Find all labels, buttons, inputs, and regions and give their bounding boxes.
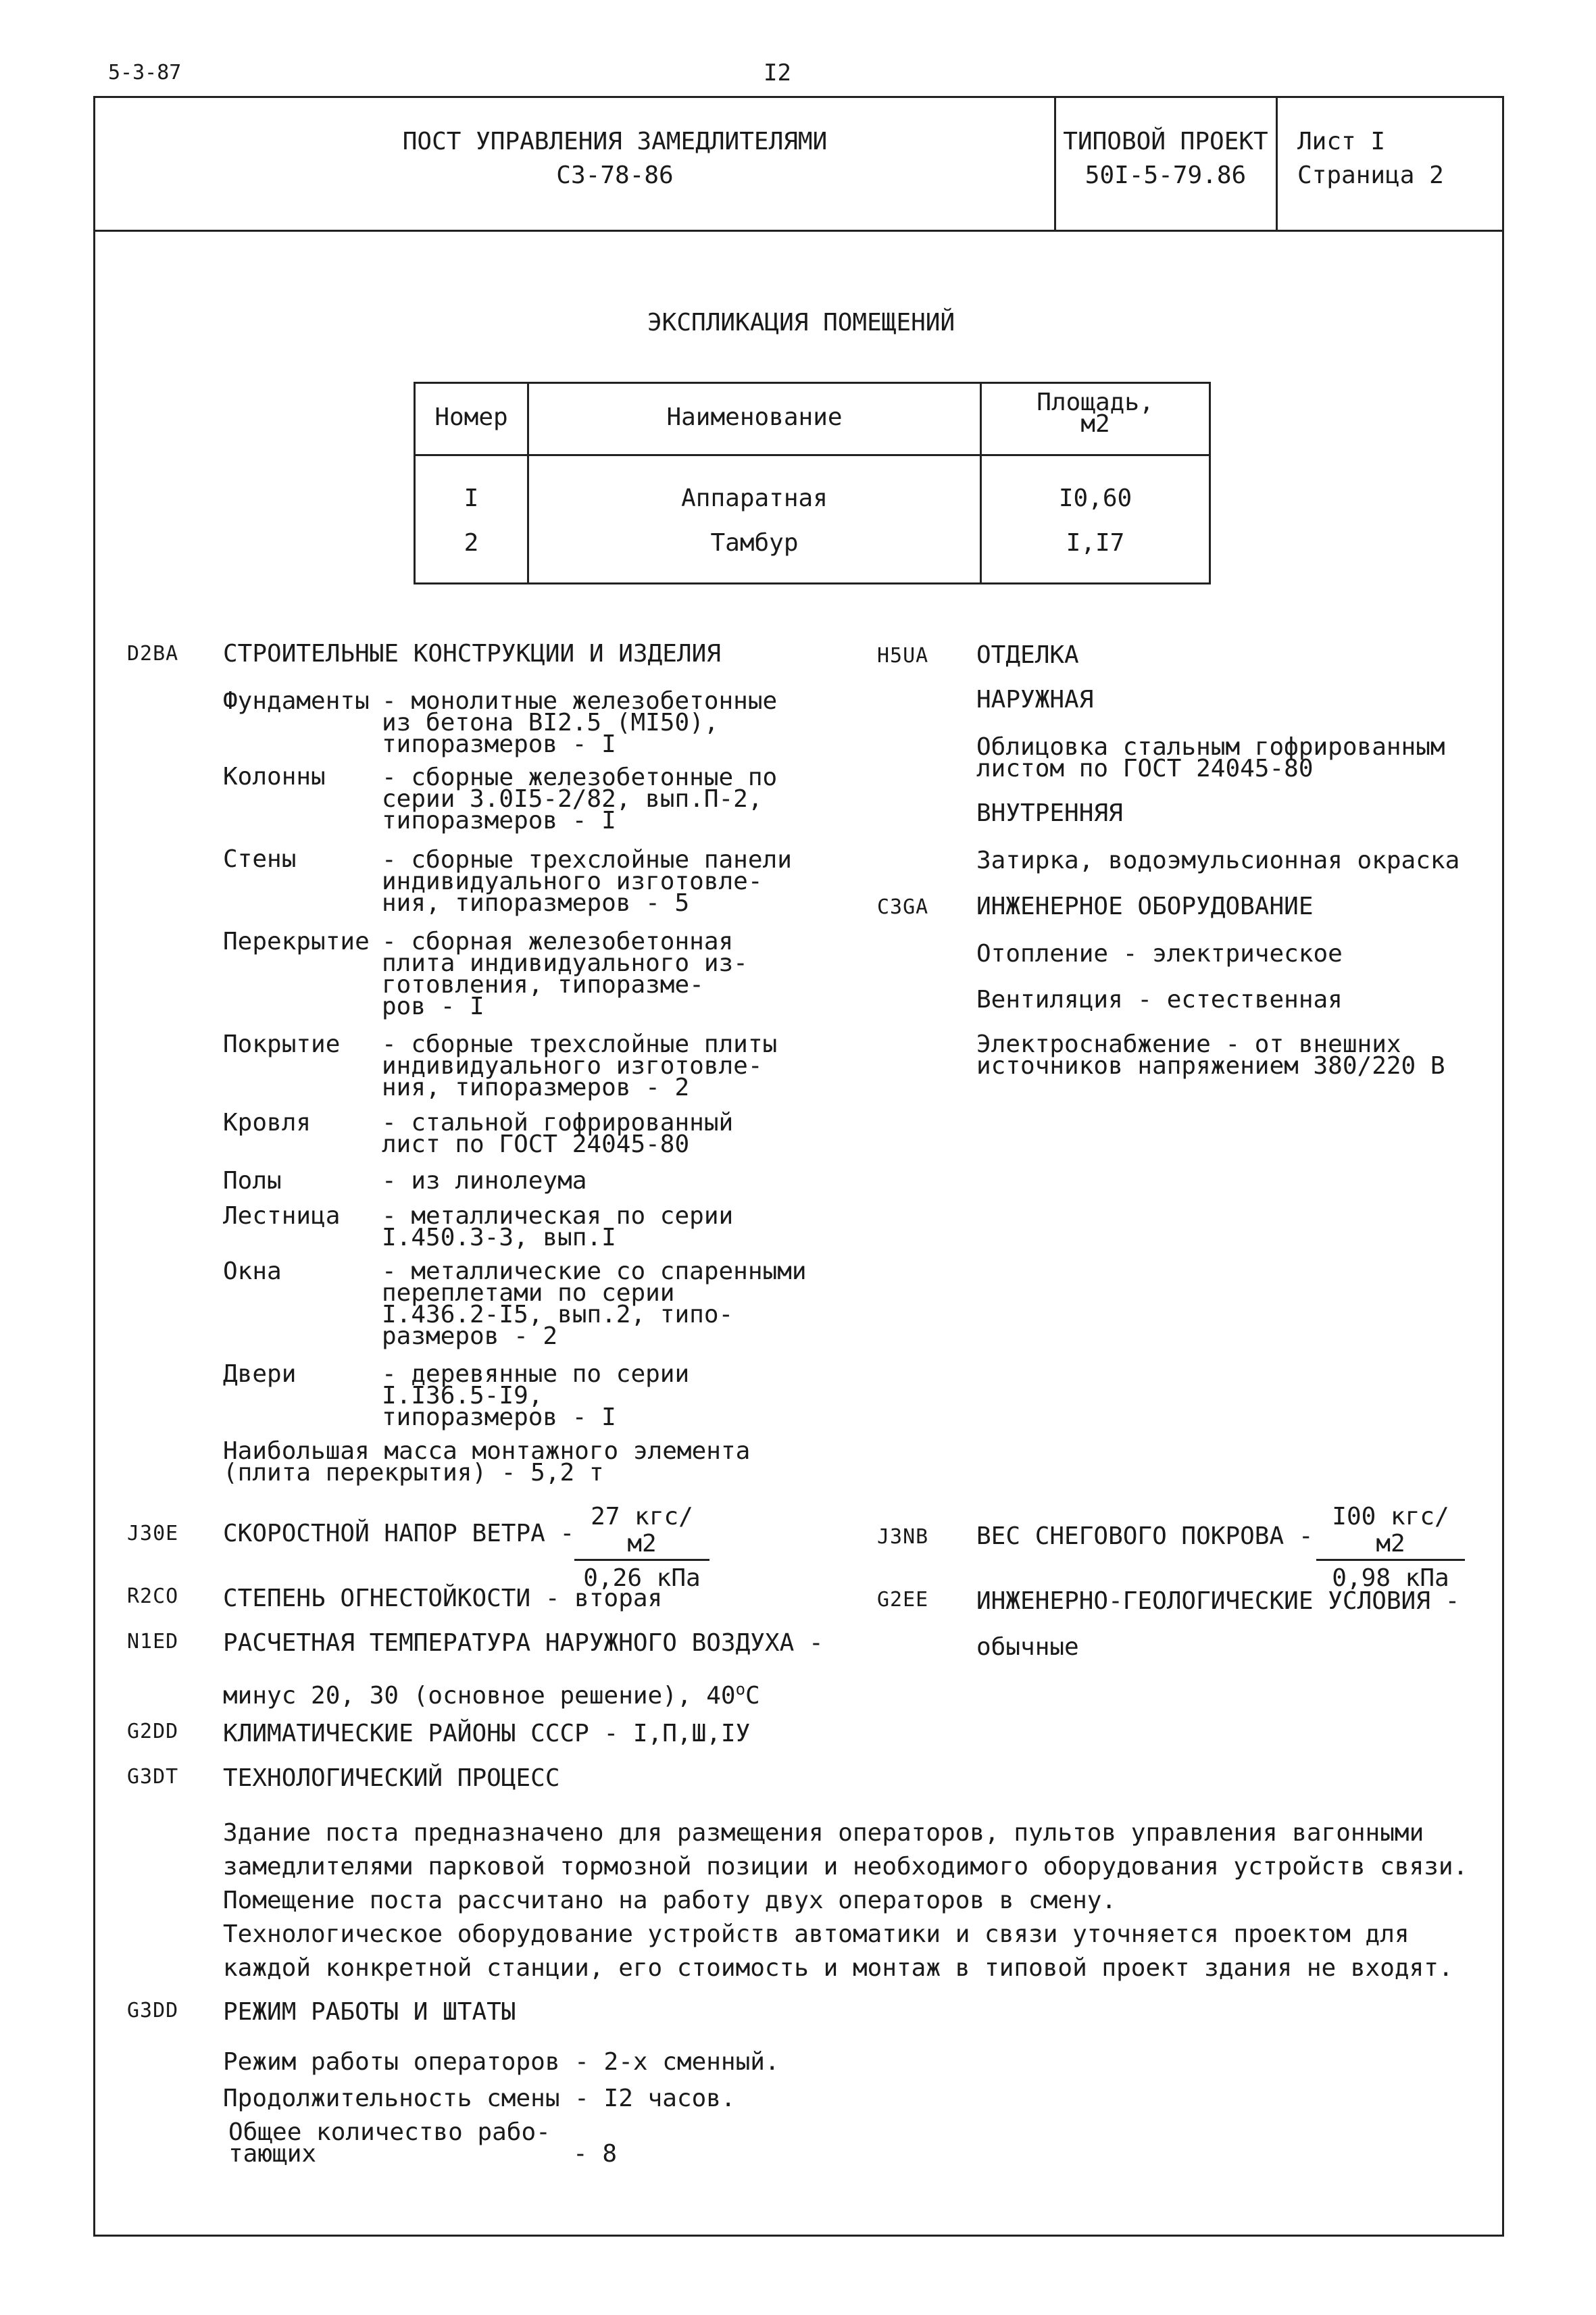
wind-load-kgs: 27 кгс/м2 [574, 1503, 709, 1561]
regime-shifts: Режим работы операторов - 2-х сменный. [223, 2048, 780, 2076]
sheet-number: Лист I [1297, 128, 1386, 155]
finishing-heading: ОТДЕЛКА [976, 641, 1079, 669]
code-g2dd: G2DD [127, 1720, 179, 1743]
table-row-2-number: 2 [464, 529, 479, 557]
table-row-1-name: Аппаратная [681, 484, 828, 512]
construction-label-walls: Стены [223, 845, 297, 873]
staff-count-label: Общее количество рабо- тающих [228, 2118, 551, 2168]
code-j30e: J30E [127, 1522, 179, 1545]
temperature-line-2 [223, 1676, 760, 1710]
construction-label-columns: Колонны [223, 763, 326, 791]
engineering-heading: ИНЖЕНЕРНОЕ ОБОРУДОВАНИЕ [976, 893, 1314, 920]
construction-label-doors: Двери [223, 1360, 297, 1388]
table-row-2-name: Тамбур [710, 529, 799, 557]
project-label: ТИПОВОЙ ПРОЕКТ [1063, 128, 1268, 155]
construction-label-windows: Окна [223, 1258, 282, 1285]
table-row-2-area: I,I7 [1066, 529, 1125, 557]
wind-load-kpa: 0,26 кПа [583, 1564, 701, 1592]
geology-line-1: ИНЖЕНЕРНО-ГЕОЛОГИЧЕСКИЕ УСЛОВИЯ - [976, 1587, 1460, 1615]
stamp-divider [93, 230, 1504, 232]
code-n1ed: N1ED [127, 1630, 179, 1653]
regime-heading: РЕЖИМ РАБОТЫ И ШТАТЫ [223, 1998, 516, 2026]
construction-label-roof-slab: Покрытие [223, 1030, 341, 1058]
construction-text-foundations: - монолитные железобетонные из бетона BI2.5 (MI50), типоразмеров - I [382, 687, 778, 758]
tech-process-text: Здание поста предназначено для размещения операторов, пультов управления вагонными замедлителями парковой тормозной позиции и необходимого оборудования устройств связи. Помещение поста рассчитано на работу двух операторов в смену. Технологическое оборудование устройств автоматики и связи уточняется проектом для каждой конкретной станции, его стоимость и монтаж в типовой проект здания не входят. [223, 1819, 1468, 1982]
code-d2ba: D2BA [127, 642, 179, 666]
project-number: 50I-5-79.86 [1084, 161, 1247, 189]
construction-label-floors: Полы [223, 1167, 282, 1195]
construction-label-stairs: Лестница [223, 1202, 341, 1230]
code-c3ga: C3GA [877, 895, 929, 919]
construction-label-floor-slab: Перекрытие [223, 928, 370, 955]
geology-line-2: обычные [976, 1633, 1079, 1661]
table-header-area: Площадь, м2 [1037, 389, 1154, 438]
temperature-line-1: РАСЧЕТНАЯ ТЕМПЕРАТУРА НАРУЖНОГО ВОЗДУХА - [223, 1629, 824, 1657]
wind-load-label: СКОРОСТНОЙ НАПОР ВЕТРА - [223, 1520, 575, 1547]
snow-load-kpa: 0,98 кПа [1332, 1564, 1449, 1592]
construction-text-walls: - сборные трехслойные панели индивидуального изготовле- ния, типоразмеров - 5 [382, 846, 792, 917]
construction-text-doors: - деревянные по серии I.I36.5-I9, типоразмеров - I [382, 1360, 690, 1431]
engineering-heating: Отопление - электрическое [976, 940, 1343, 968]
table-header-divider [414, 454, 1211, 456]
construction-label-roofing: Кровля [223, 1109, 311, 1137]
engineering-ventilation: Вентиляция - естественная [976, 986, 1343, 1014]
engineering-power: Электроснабжение - от внешних источников напряжением 380/220 В [976, 1030, 1445, 1080]
construction-heading: СТРОИТЕЛЬНЫЕ КОНСТРУКЦИИ И ИЗДЕЛИЯ [223, 640, 721, 668]
snow-load-label: ВЕС СНЕГОВОГО ПОКРОВА - [976, 1522, 1314, 1550]
table-row-1-number: I [464, 484, 479, 512]
code-j3nb: J3NB [877, 1525, 929, 1549]
finishing-outer-heading: НАРУЖНАЯ [976, 686, 1094, 714]
construction-text-floor-slab: - сборная железобетонная плита индивидуального из- готовления, типоразме- ров - I [382, 928, 748, 1020]
construction-text-roof-slab: - сборные трехслойные плиты индивидуального изготовле- ния, типоразмеров - 2 [382, 1030, 778, 1101]
code-g3dd: G3DD [127, 1999, 179, 2022]
max-mass-note: Наибольшая масса монтажного элемента (плита перекрытия) - 5,2 т [223, 1437, 751, 1487]
stamp-title: ПОСТ УПРАВЛЕНИЯ ЗАМЕДЛИТЕЛЯМИ [402, 128, 828, 155]
climate-zones: КЛИМАТИЧЕСКИЕ РАЙОНЫ СССР - I,П,Ш,IУ [223, 1720, 751, 1747]
table-row-1-area: I0,60 [1058, 484, 1132, 512]
page-of-sheet: Страница 2 [1297, 161, 1444, 189]
finishing-inner-heading: ВНУТРЕННЯЯ [976, 799, 1123, 827]
code-g3dt: G3DT [127, 1765, 179, 1789]
wind-load-fraction [574, 1503, 709, 1592]
explication-title: ЭКСПЛИКАЦИЯ ПОМЕЩЕНИЙ [647, 309, 955, 337]
snow-load-kgs: I00 кгс/м2 [1316, 1503, 1465, 1561]
stamp-code: СЗ-78-86 [556, 161, 674, 189]
staff-count-value: - 8 [573, 2140, 618, 2168]
construction-text-windows: - металлические со спаренными переплетами по серии I.436.2-I5, вып.2, типо- размеров - 2 [382, 1258, 807, 1350]
construction-label-foundations: Фундаменты [223, 687, 370, 715]
construction-text-columns: - сборные железобетонные по серии 3.0I5-2/82, вып.П-2, типоразмеров - I [382, 764, 778, 835]
code-r2co: R2CO [127, 1585, 179, 1608]
construction-text-stairs: - металлическая по серии I.450.3-3, вып.I [382, 1202, 734, 1251]
code-g2ee: G2EE [877, 1588, 929, 1612]
finishing-inner-text: Затирка, водоэмульсионная окраска [976, 847, 1460, 874]
tech-process-heading: ТЕХНОЛОГИЧЕСКИЙ ПРОЦЕСС [223, 1764, 560, 1792]
construction-text-roofing: - стальной гофрированный лист по ГОСТ 24045-80 [382, 1109, 734, 1158]
temperature-values: минус 20, 30 (основное решение), 40 [223, 1682, 736, 1710]
page-number: I2 [764, 59, 791, 86]
temperature-unit: C [745, 1682, 760, 1710]
snow-load-fraction [1316, 1503, 1465, 1592]
regime-shift-duration: Продолжительность смены - I2 часов. [223, 2085, 736, 2112]
degree-mark: o [735, 1680, 746, 1699]
finishing-outer-text: Облицовка стальным гофрированным листом по ГОСТ 24045-80 [976, 733, 1445, 782]
stamp-col-divider-2 [1276, 96, 1278, 230]
construction-text-floors: - из линолеума [382, 1167, 587, 1195]
fire-resistance: СТЕПЕНЬ ОГНЕСТОЙКОСТИ - вторая [223, 1585, 663, 1612]
stamp-col-divider-1 [1054, 96, 1056, 230]
code-h5ua: H5UA [877, 644, 929, 668]
table-header-name: Наименование [666, 403, 843, 431]
page-corner-code: 5-3-87 [108, 61, 182, 84]
table-header-number: Номер [434, 403, 508, 431]
